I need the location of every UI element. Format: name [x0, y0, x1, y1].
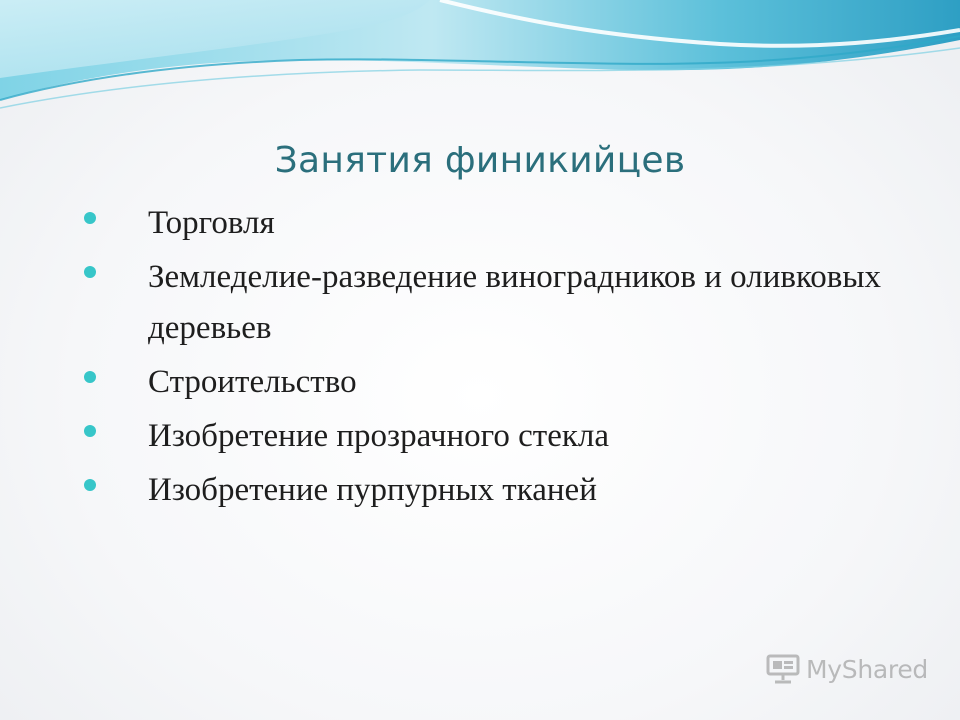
list-item-text: Земледелие-разведение виноградников и оливковых деревьев: [148, 259, 882, 346]
list-item-text: Строительство: [148, 364, 357, 400]
bullet-dot-icon: [84, 212, 96, 224]
list-item-text: Торговля: [148, 205, 275, 241]
list-item: [0, 357, 960, 408]
bullet-dot-icon: [84, 425, 96, 437]
list-item-text: Изобретение прозрачного стекла: [148, 418, 610, 454]
bullet-dot-icon: [84, 266, 96, 278]
list-item: [0, 252, 960, 354]
watermark-text: MyShared: [806, 654, 928, 684]
list-item: [0, 411, 960, 462]
list-item: [0, 198, 960, 249]
bullet-list: [0, 198, 960, 519]
presentation-screen-icon: [766, 654, 800, 684]
list-item-text: Изобретение пурпурных тканей: [148, 472, 597, 508]
slide-title: Занятия финикийцев: [274, 140, 686, 181]
watermark-logo: [766, 654, 928, 684]
bullet-dot-icon: [84, 371, 96, 383]
bullet-dot-icon: [84, 479, 96, 491]
list-item: [0, 465, 960, 516]
decorative-wave-header: [0, 0, 960, 120]
